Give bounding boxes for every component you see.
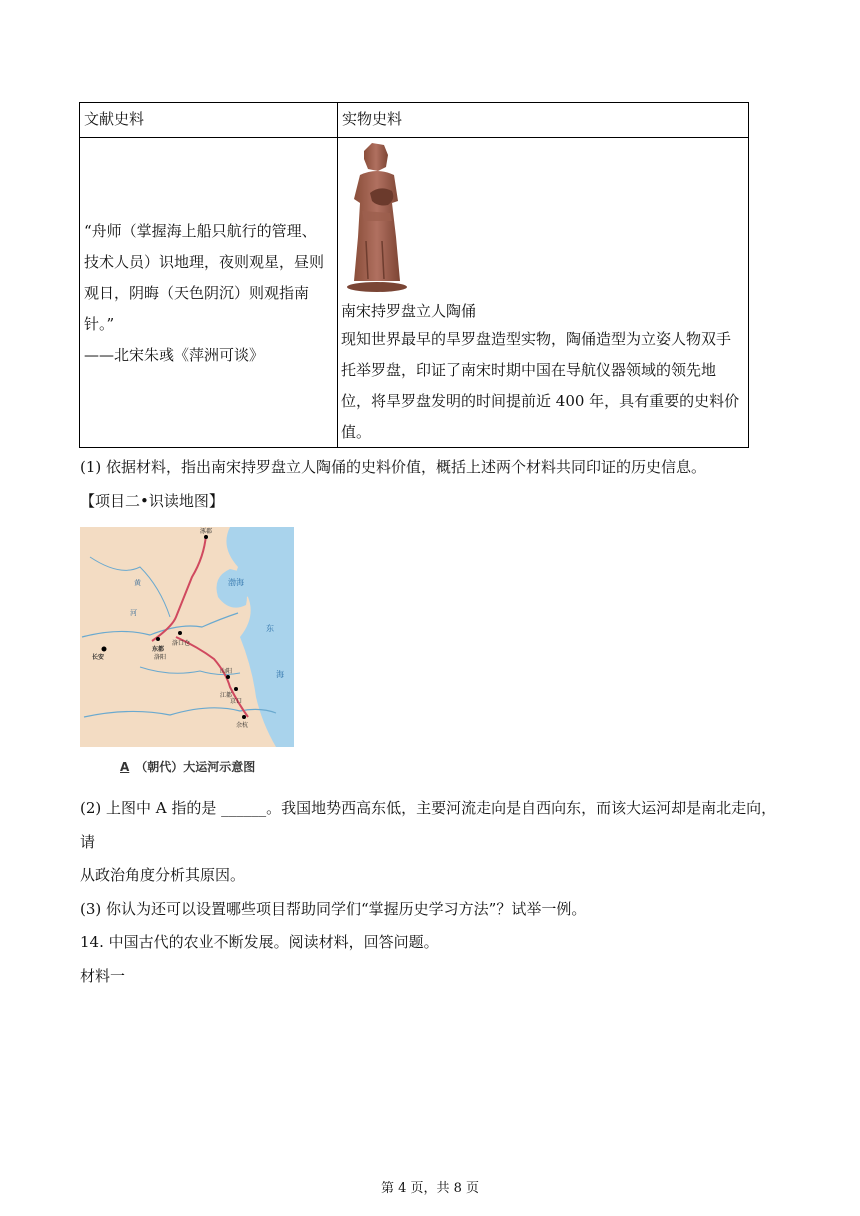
map-caption-blank: A — [120, 760, 130, 774]
header-artifact: 实物史料 — [338, 103, 749, 138]
grand-canal-map — [80, 527, 294, 747]
artifact-description: 现知世界最早的旱罗盘造型实物，陶俑造型为立姿人物双手 托举罗盘，印证了南宋时期中国在导航仪器领域的领先地 位，将旱罗盘发明的时间提前近 400 年，具有重要的史料价 值。 — [341, 330, 740, 441]
label-bohai: 渤海 — [228, 578, 244, 587]
label-dongdu: 东都 — [152, 646, 165, 653]
label-changan: 长安 — [92, 654, 105, 661]
question-14: 14. 中国古代的农业不断发展。阅读材料，回答问题。 — [80, 933, 439, 951]
artifact-caption: 南宋持罗盘立人陶俑 — [341, 302, 477, 320]
page-footer: 第 4 页，共 8 页 — [380, 1181, 480, 1196]
question-2-line-1: (2) 上图中 A 指的是 ______。我国地势西高东低，主要河流走向是自西向东，而该大运河却是南北走向， — [80, 799, 777, 817]
question-3: (3) 你认为还可以设置哪些项目帮助同学们“掌握历史学习方法”？试举一例。 — [80, 900, 587, 918]
documentary-cell — [80, 138, 338, 448]
label-luokoucang: 洛口仓 — [172, 640, 191, 647]
label-zhuojun: 涿郡 — [200, 528, 213, 535]
question-2-line-3: 从政治角度分析其原因。 — [80, 866, 246, 884]
label-luoyang: 洛阳 — [154, 654, 167, 661]
label-hai: 海 — [276, 670, 284, 679]
map-caption: A （朝代）大运河示意图 — [106, 758, 255, 775]
question-1: (1) 依据材料，指出南宋持罗盘立人陶俑的史料价值，概括上述两个材料共同印证的历史信息。 — [80, 458, 707, 476]
label-he: 河 — [130, 609, 137, 617]
artifact-cell — [338, 138, 749, 448]
label-huang: 黄 — [134, 579, 141, 587]
label-jiangdu: 江都 — [220, 692, 233, 699]
label-jingkou: 京口 — [230, 698, 243, 705]
project-2-heading: 【项目二•识读地图】 — [80, 492, 224, 510]
documentary-quote: “舟师（掌握海上船只航行的管理、 技术人员）识地理，夜则观星，昼则 观日，阴晦（天色阴沉）则观指南 针。” ——北宋朱彧《萍洲可谈》 — [84, 222, 325, 364]
header-documentary: 文献史料 — [80, 103, 338, 138]
label-shanyang: 山阳 — [220, 668, 233, 675]
label-yuhang: 余杭 — [236, 722, 249, 729]
label-dong: 东 — [266, 624, 274, 633]
source-table — [79, 102, 749, 448]
material-1-label: 材料一 — [80, 967, 126, 985]
question-2-line-2: 请 — [80, 833, 96, 851]
pottery-figurine-image — [342, 141, 412, 293]
